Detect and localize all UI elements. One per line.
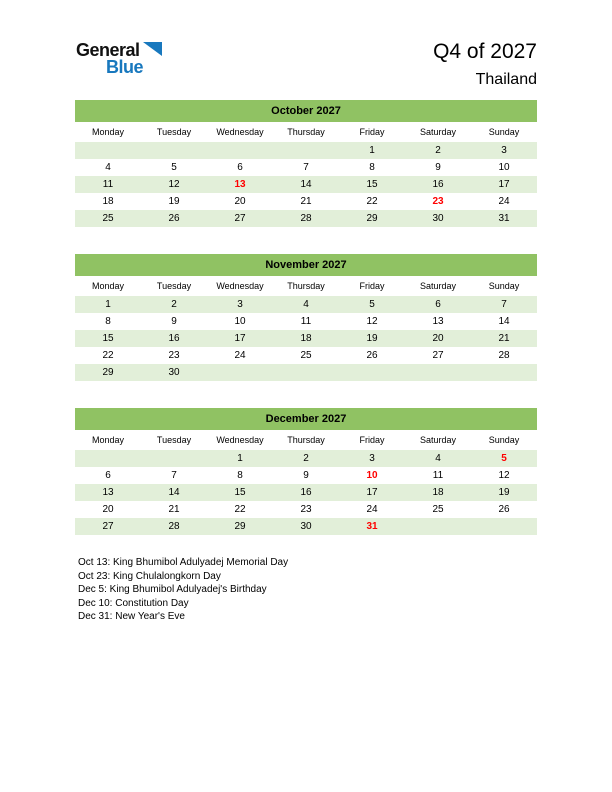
date-cell <box>207 364 273 381</box>
date-cell: 9 <box>435 162 441 173</box>
date-cell: 9 <box>171 316 177 327</box>
holiday-notes <box>78 556 288 624</box>
calendar-week-row <box>75 330 537 347</box>
weekday-header: Thursday <box>273 430 339 450</box>
date-cell: 24 <box>498 196 510 207</box>
date-cell: 29 <box>234 521 246 532</box>
calendar-week-row <box>75 364 537 381</box>
weekday-header: Thursday <box>273 276 339 296</box>
holiday-note: Dec 5: King Bhumibol Adulyadej's Birthday <box>78 584 267 595</box>
month-table-december <box>75 408 537 535</box>
date-cell: 24 <box>366 504 378 515</box>
page-subtitle: Thailand <box>475 71 537 88</box>
date-cell: 28 <box>300 213 312 224</box>
month-table-october <box>75 100 537 227</box>
date-cell: 25 <box>300 350 312 361</box>
date-cell: 10 <box>234 316 246 327</box>
date-cell: 29 <box>366 213 378 224</box>
weekday-header-row <box>75 430 537 450</box>
date-cell: 3 <box>369 453 375 464</box>
date-cell: 1 <box>237 453 243 464</box>
date-cell <box>75 142 141 159</box>
date-cell: 22 <box>102 350 114 361</box>
calendar-week-row <box>75 193 537 210</box>
date-cell: 8 <box>369 162 375 173</box>
logo-triangle-icon <box>143 42 162 56</box>
date-cell: 12 <box>168 179 180 190</box>
holiday-date-cell: 31 <box>366 521 378 532</box>
date-cell: 4 <box>303 299 309 310</box>
date-cell <box>207 142 273 159</box>
holiday-note: Dec 10: Constitution Day <box>78 597 189 609</box>
date-cell <box>405 364 471 381</box>
date-cell: 15 <box>366 179 378 190</box>
weekday-header: Tuesday <box>141 430 207 450</box>
date-cell: 24 <box>234 350 246 361</box>
date-cell: 9 <box>303 470 309 481</box>
date-cell: 21 <box>168 504 180 515</box>
date-cell: 26 <box>168 213 180 224</box>
date-cell: 8 <box>105 316 111 327</box>
weekday-header: Saturday <box>405 430 471 450</box>
holiday-date-cell: 23 <box>432 196 444 207</box>
date-cell: 27 <box>102 521 114 532</box>
holiday-note: Dec 31: New Year's Eve <box>78 611 185 622</box>
calendar-week-row <box>75 159 537 176</box>
date-cell: 20 <box>234 196 246 207</box>
date-cell <box>339 364 405 381</box>
holiday-note: Oct 23: King Chulalongkorn Day <box>78 570 221 582</box>
date-cell: 31 <box>498 213 510 224</box>
page-title: Q4 of 2027 <box>433 40 537 63</box>
date-cell <box>141 450 207 467</box>
weekday-header: Wednesday <box>207 122 273 142</box>
date-cell: 29 <box>102 367 114 378</box>
date-cell: 13 <box>102 487 114 498</box>
date-cell <box>471 364 537 381</box>
date-cell: 14 <box>300 179 312 190</box>
date-cell: 16 <box>168 333 180 344</box>
date-cell: 28 <box>168 521 180 532</box>
date-cell: 20 <box>432 333 444 344</box>
calendar-week-row <box>75 501 537 518</box>
date-cell: 6 <box>105 470 111 481</box>
calendar-week-row <box>75 484 537 501</box>
weekday-header: Sunday <box>471 122 537 142</box>
date-cell: 16 <box>300 487 312 498</box>
date-cell: 30 <box>168 367 180 378</box>
weekday-header: Saturday <box>405 122 471 142</box>
date-cell: 15 <box>234 487 246 498</box>
weekday-header: Saturday <box>405 276 471 296</box>
date-cell: 19 <box>498 487 510 498</box>
calendar-week-row <box>75 210 537 227</box>
date-cell: 15 <box>102 333 114 344</box>
date-cell: 4 <box>105 162 111 173</box>
calendar-week-row <box>75 296 537 313</box>
date-cell: 5 <box>171 162 177 173</box>
holiday-note: Oct 13: King Bhumibol Adulyadej Memorial Day <box>78 557 289 568</box>
date-cell: 22 <box>234 504 246 515</box>
date-cell: 21 <box>498 333 510 344</box>
date-cell: 3 <box>237 299 243 310</box>
date-cell <box>405 518 471 535</box>
weekday-header: Thursday <box>273 122 339 142</box>
month-title: October 2027 <box>75 100 537 122</box>
holiday-date-cell: 10 <box>366 470 378 481</box>
date-cell <box>75 450 141 467</box>
weekday-header: Friday <box>339 430 405 450</box>
date-cell: 12 <box>498 470 510 481</box>
date-cell: 11 <box>102 179 114 190</box>
date-cell: 1 <box>369 145 375 156</box>
calendar-week-row <box>75 176 537 193</box>
calendar-week-row <box>75 142 537 159</box>
date-cell: 13 <box>432 316 444 327</box>
date-cell: 11 <box>432 470 444 481</box>
weekday-header: Wednesday <box>207 430 273 450</box>
month-title: November 2027 <box>75 254 537 276</box>
date-cell: 16 <box>432 179 444 190</box>
date-cell: 3 <box>501 145 507 156</box>
date-cell: 17 <box>234 333 246 344</box>
weekday-header: Monday <box>75 276 141 296</box>
date-cell: 2 <box>435 145 441 156</box>
weekday-header-row <box>75 122 537 142</box>
date-cell: 27 <box>234 213 246 224</box>
date-cell: 2 <box>171 299 177 310</box>
weekday-header: Tuesday <box>141 276 207 296</box>
calendar-week-row <box>75 450 537 467</box>
date-cell: 17 <box>366 487 378 498</box>
date-cell: 18 <box>432 487 444 498</box>
weekday-header: Tuesday <box>141 122 207 142</box>
date-cell: 12 <box>366 316 378 327</box>
date-cell: 19 <box>168 196 180 207</box>
calendar-months <box>75 100 537 562</box>
date-cell: 4 <box>435 453 441 464</box>
general-blue-logo <box>76 40 162 78</box>
date-cell: 30 <box>300 521 312 532</box>
date-cell: 23 <box>168 350 180 361</box>
date-cell: 18 <box>300 333 312 344</box>
holiday-date-cell: 5 <box>501 453 507 464</box>
date-cell <box>273 142 339 159</box>
date-cell: 23 <box>300 504 312 515</box>
weekday-header: Friday <box>339 122 405 142</box>
calendar-week-row <box>75 518 537 535</box>
date-cell: 6 <box>435 299 441 310</box>
date-cell: 11 <box>300 316 312 327</box>
month-table-november <box>75 254 537 381</box>
month-title: December 2027 <box>75 408 537 430</box>
date-cell <box>471 518 537 535</box>
date-cell: 2 <box>303 453 309 464</box>
date-cell: 21 <box>300 196 312 207</box>
weekday-header: Sunday <box>471 430 537 450</box>
weekday-header: Monday <box>75 430 141 450</box>
date-cell: 8 <box>237 470 243 481</box>
logo-text-general: General <box>76 40 140 60</box>
weekday-header: Sunday <box>471 276 537 296</box>
date-cell: 7 <box>303 162 309 173</box>
title-block <box>433 40 537 89</box>
holiday-date-cell: 13 <box>234 179 246 190</box>
date-cell: 30 <box>432 213 444 224</box>
date-cell: 20 <box>102 504 114 515</box>
date-cell: 7 <box>171 470 177 481</box>
date-cell: 1 <box>105 299 111 310</box>
date-cell: 14 <box>498 316 510 327</box>
date-cell <box>273 364 339 381</box>
calendar-week-row <box>75 347 537 364</box>
date-cell: 19 <box>366 333 378 344</box>
calendar-week-row <box>75 467 537 484</box>
date-cell: 6 <box>237 162 243 173</box>
logo-text-blue: Blue <box>106 57 144 77</box>
date-cell <box>141 142 207 159</box>
date-cell: 17 <box>498 179 510 190</box>
weekday-header: Friday <box>339 276 405 296</box>
date-cell: 28 <box>498 350 510 361</box>
weekday-header: Wednesday <box>207 276 273 296</box>
date-cell: 25 <box>432 504 444 515</box>
date-cell: 14 <box>168 487 180 498</box>
weekday-header: Monday <box>75 122 141 142</box>
calendar-week-row <box>75 313 537 330</box>
date-cell: 27 <box>432 350 444 361</box>
date-cell: 5 <box>369 299 375 310</box>
date-cell: 25 <box>102 213 114 224</box>
date-cell: 26 <box>498 504 510 515</box>
date-cell: 18 <box>102 196 114 207</box>
date-cell: 10 <box>498 162 510 173</box>
date-cell: 7 <box>501 299 507 310</box>
date-cell: 22 <box>366 196 378 207</box>
date-cell: 26 <box>366 350 378 361</box>
weekday-header-row <box>75 276 537 296</box>
